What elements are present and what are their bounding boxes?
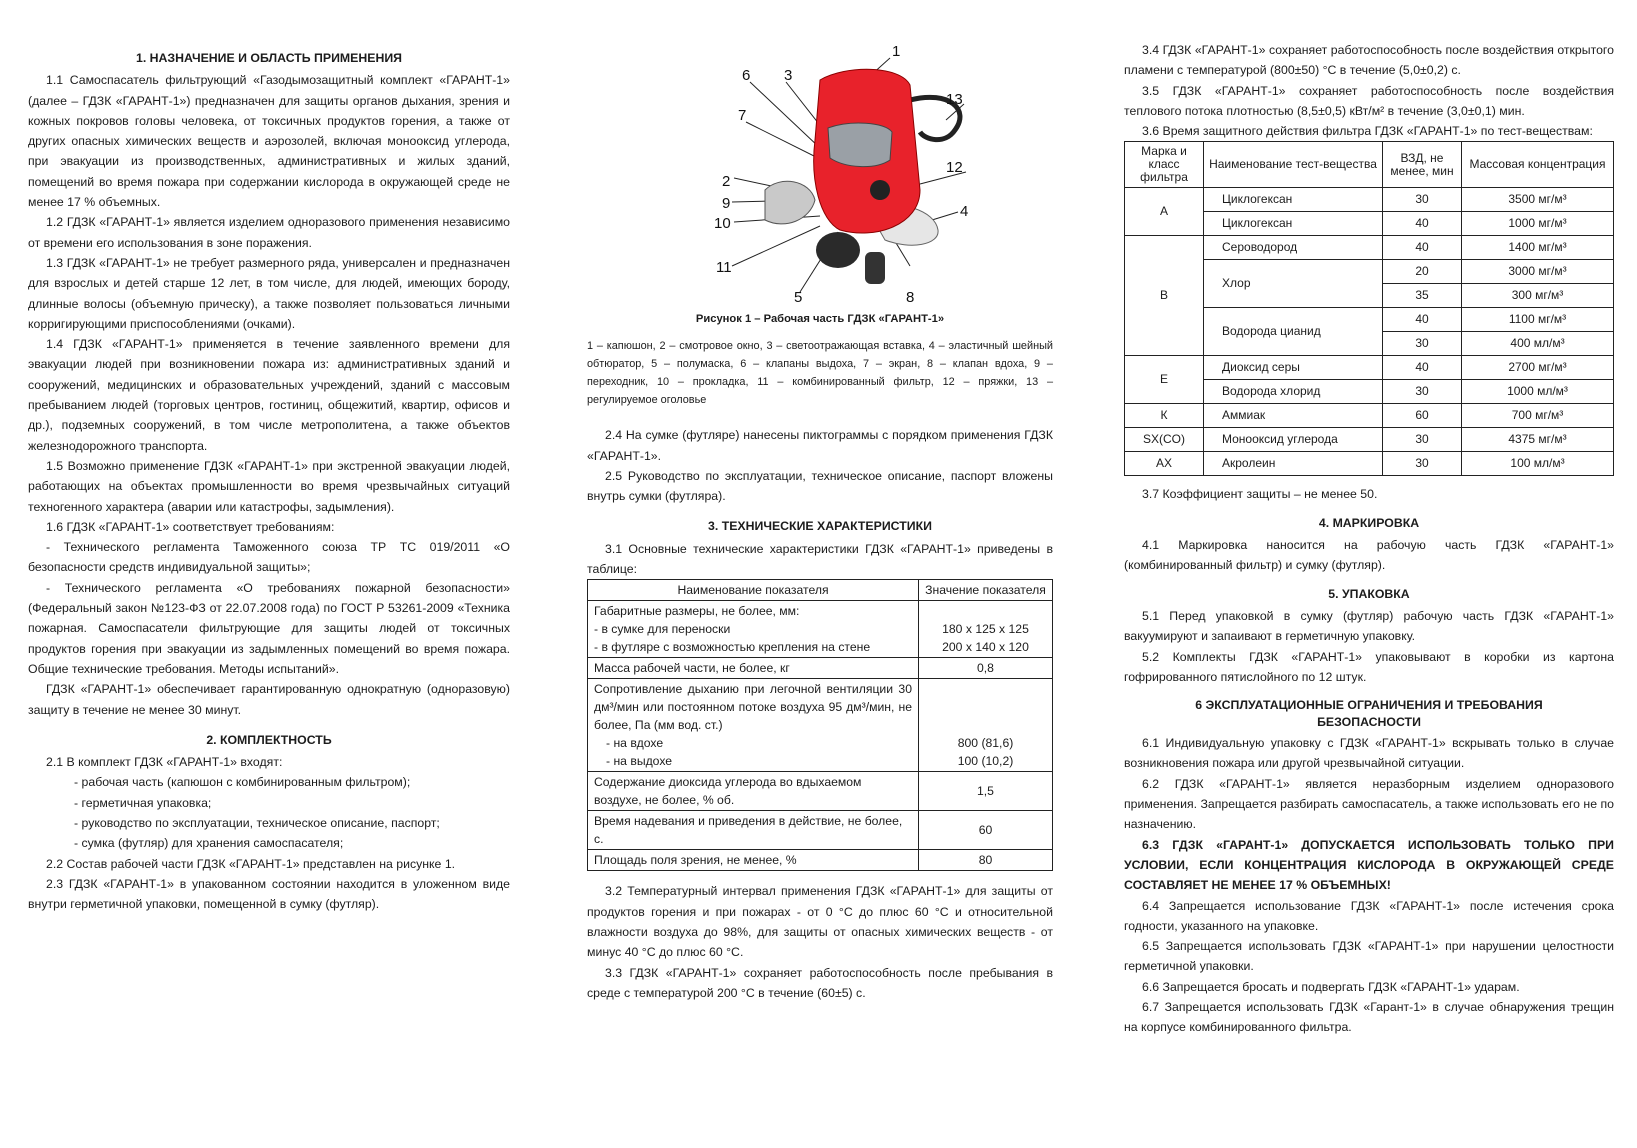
list-item: - сумка (футляр) для хранения самоспасателя; (74, 836, 344, 851)
table-cell-line: Содержание диоксида углерода во вдыхаемом воздухе, не более, % об. (594, 775, 862, 808)
time-cell: 40 (1383, 212, 1462, 236)
figure-label: 8 (906, 289, 915, 305)
paragraph-3-6: 3.6 Время защитного действия фильтра ГДЗК «ГАРАНТ-1» по тест-веществам: (1142, 124, 1593, 139)
section-heading-4: 4. МАРКИРОВКА (1318, 515, 1420, 530)
table-cell-name (588, 679, 919, 772)
paragraph-2-2: 2.2 Состав рабочей части ГДЗК «ГАРАНТ-1» представлен на рисунке 1. (46, 856, 456, 871)
figure-legend: 1 – капюшон, 2 – смотровое окно, 3 – светоотражающая вставка, 4 – эластичный шейный обтюратор, 5 – полумаска, 6 – клапаны выдоха, 7 – экран, 8 – клапан вдоха, 9 – переходник, 10 – прокладка, 11 – комбинированный фильтр, 12 – пряжки, 13 – регулируемое оголовье (587, 340, 1053, 407)
filter-mark-cell: К (1125, 404, 1204, 428)
table-cell-line: Время надевания и приведения в действие, не более, с. (594, 814, 903, 847)
paragraph-6-6: 6.6 Запрещается бросать и подвергать ГДЗК «ГАРАНТ-1» ударам. (1142, 979, 1520, 994)
table-row (588, 601, 1053, 658)
table-row (588, 772, 1053, 811)
table-cell-line: 800 (81,6) (957, 736, 1014, 751)
table-header: Наименование показателя (588, 580, 919, 601)
paragraph-1-2: 1.2 ГДЗК «ГАРАНТ-1» является изделием одноразового применения независимо от времени его использования в зоне поражения. (28, 215, 510, 250)
column-left (28, 40, 510, 914)
time-cell: 20 (1383, 260, 1462, 284)
concentration-cell: 400 мл/м³ (1462, 332, 1614, 356)
figure-label: 7 (738, 107, 747, 124)
section-heading-2: 2. КОМПЛЕКТНОСТЬ (206, 732, 332, 747)
filter-mark-cell: АХ (1125, 452, 1204, 476)
paragraph-6-2: 6.2 ГДЗК «ГАРАНТ-1» является неразборным изделием одноразового применения. Запрещается разбирать самоспасатель, а также использовать его не по назначению. (1124, 776, 1614, 832)
concentration-cell: 1000 мг/м³ (1462, 212, 1614, 236)
table-cell-line: 100 (10,2) (957, 754, 1014, 769)
time-cell: 40 (1383, 356, 1462, 380)
substance-cell: Водорода хлорид (1204, 380, 1383, 404)
substance-cell: Циклогексан (1204, 212, 1383, 236)
table-cell-name (588, 850, 919, 871)
paragraph-3-2: 3.2 Температурный интервал применения ГДЗК «ГАРАНТ-1» для защиты от продуктов горения и при пожарах - от 0 °С до плюс 60 °С и относительной влажности воздуха до 98%, для защиты от опасных химических веществ - от минус 40 °С до плюс 60 °С. (587, 884, 1053, 960)
paragraph-6-1: 6.1 Индивидуальную упаковку с ГДЗК «ГАРАНТ-1» вскрывать только в случае возникновения пожара или другой чрезвычайной ситуации. (1124, 736, 1614, 771)
paragraph-3-1: 3.1 Основные технические характеристики ГДЗК «ГАРАНТ-1» приведены в таблице: (587, 541, 1053, 577)
section-heading-3: 3. ТЕХНИЧЕСКИЕ ХАРАКТЕРИСТИКИ (708, 519, 932, 534)
time-cell: 40 (1383, 236, 1462, 260)
table-cell-line: 80 (978, 853, 993, 868)
figure-label: 2 (722, 173, 731, 190)
paragraph-2-1: 2.1 В комплект ГДЗК «ГАРАНТ-1» входят: (46, 755, 283, 770)
substance-cell: Диоксид серы (1204, 356, 1383, 380)
table-cell-line (925, 716, 1046, 734)
substance-cell: Аммиак (1204, 404, 1383, 428)
table-cell-name (588, 811, 919, 850)
concentration-cell: 2700 мг/м³ (1462, 356, 1614, 380)
concentration-cell: 700 мг/м³ (1462, 404, 1614, 428)
table-row (1125, 428, 1614, 452)
filter-mark-cell: SX(CO) (1125, 428, 1204, 452)
section-heading-5: 5. УПАКОВКА (1328, 586, 1410, 601)
table-cell-line: - в футляре с возможностью крепления на стене (594, 640, 871, 655)
filter-table (1124, 141, 1614, 476)
table-header: ВЗД, не менее, мин (1383, 142, 1462, 188)
time-cell: 30 (1383, 428, 1462, 452)
paragraph-1-3: 1.3 ГДЗК «ГАРАНТ-1» не требует размерного ряда, универсален и предназначен для взрослых и детей старше 12 лет, в том числе, для людей, имеющих бороду, длинные волосы (объемную прическу), а также позволяет пользоваться личными корригирующими приспособлениями (очками). (28, 255, 510, 331)
list-item: - руководство по эксплуатации, техническое описание, паспорт; (74, 815, 440, 830)
table-row (588, 658, 1053, 679)
substance-cell: Монооксид углерода (1204, 428, 1383, 452)
paragraph-6-5: 6.5 Запрещается использовать ГДЗК «ГАРАНТ-1» при нарушении целостности герметичной упаковки. (1124, 939, 1614, 974)
table-header: Наименование тест-вещества (1204, 142, 1383, 188)
list-item: - рабочая часть (капюшон с комбинированным фильтром); (74, 775, 411, 790)
figure-label: 3 (784, 67, 793, 84)
paragraph-1-4: 1.4 ГДЗК «ГАРАНТ-1» применяется в течение заявленного времени для эвакуации людей при возникновении пожара из: административных зданий и сооружений, медицинских и образовательных учреждений, зданий с массовым пребыванием людей (торговых центров, гостиниц, общежитий, квартир, офисов и др.), подземных сооружений, в том числе метрополитена, а также объектов железнодорожного транспорта. (28, 337, 510, 453)
table-row (1125, 356, 1614, 380)
table-cell-value (919, 679, 1053, 772)
table-cell-line: - в сумке для переноски (594, 622, 731, 637)
figure-label: 12 (946, 159, 963, 176)
figure-label: 4 (960, 203, 969, 220)
table-cell-line: 1,5 (977, 784, 994, 799)
table-cell-line: Габаритные размеры, не более, мм: (594, 604, 800, 619)
concentration-cell: 4375 мг/м³ (1462, 428, 1614, 452)
paragraph-4-1: 4.1 Маркировка наносится на рабочую часть ГДЗК «ГАРАНТ-1» (комбинированный фильтр) и сумку (футляр). (1124, 538, 1614, 573)
table-row (1125, 236, 1614, 260)
time-cell: 30 (1383, 452, 1462, 476)
paragraph-6-7: 6.7 Запрещается использовать ГДЗК «Гарант-1» в случае обнаружения трещин на корпусе комбинированного фильтра. (1124, 1000, 1614, 1035)
table-cell-name (588, 658, 919, 679)
figure-caption: Рисунок 1 – Рабочая часть ГДЗК «ГАРАНТ-1» (695, 313, 945, 325)
section-heading-6: 6 ЭКСПЛУАТАЦИОННЫЕ ОГРАНИЧЕНИЯ И ТРЕБОВАНИЯ БЕЗОПАСНОСТИ (1195, 698, 1543, 730)
paragraph-3-5: 3.5 ГДЗК «ГАРАНТ-1» сохраняет работоспособность после воздействия теплового потока плотностью (8,5±0,5) кВт/м² в течение (3,0±0,1) мин. (1124, 83, 1614, 118)
paragraph-6-4: 6.4 Запрещается использование ГДЗК «ГАРАНТ-1» после истечения срока годности, указанного на упаковке. (1124, 898, 1614, 933)
table-cell-line (925, 602, 1046, 620)
paragraph-5-2: 5.2 Комплекты ГДЗК «ГАРАНТ-1» упаковывают в коробки из картона гофрированного пятислойного по 12 штук. (1124, 649, 1614, 684)
column-right (1124, 40, 1614, 1038)
paragraph-3-4: 3.4 ГДЗК «ГАРАНТ-1» сохраняет работоспособность после воздействия открытого пламени с температурой (800±50) °С в течение (5,0±0,2) с. (1124, 43, 1614, 78)
time-cell: 30 (1383, 332, 1462, 356)
table-header: Марка и класс фильтра (1125, 142, 1204, 188)
table-row (588, 679, 1053, 772)
half-mask-shape (765, 181, 815, 224)
concentration-cell: 3500 мг/м³ (1462, 188, 1614, 212)
time-cell: 35 (1383, 284, 1462, 308)
time-cell: 30 (1383, 380, 1462, 404)
paragraph-1-1: 1.1 Самоспасатель фильтрующий «Газодымозащитный комплект «ГАРАНТ-1» (далее – ГДЗК «ГАРАНТ-1») предназначен для защиты органов дыхания, зрения и кожных покровов головы человека, от токсичных продуктов горения, а также от других опасных химических веществ и аэрозолей, включая монооксид углерода, при эвакуации из производственных, административных и жилых зданий, помещений во время пожара при содержании кислорода в окружающей среде не менее 17 % объемных. (28, 73, 510, 210)
paragraph-1-6: 1.6 ГДЗК «ГАРАНТ-1» соответствует требованиям: (46, 519, 335, 534)
table-cell-value (919, 850, 1053, 871)
filter-mark-cell: В (1125, 236, 1204, 356)
table-cell-line: Сопротивление дыханию при легочной вентиляции 30 дм³/мин или постоянном потоке воздуха 95 дм³/мин, не более, Па (мм вод. ст.) (594, 682, 912, 733)
table-cell-value (919, 772, 1053, 811)
table-cell-value (919, 601, 1053, 658)
time-cell: 40 (1383, 308, 1462, 332)
table-cell-name (588, 772, 919, 811)
table-cell-value (919, 658, 1053, 679)
figure-label: 13 (946, 91, 963, 108)
filter-shape (816, 232, 860, 268)
substance-cell: Сероводород (1204, 236, 1383, 260)
paragraph-2-4: 2.4 На сумке (футляре) нанесены пиктограммы с порядком применения ГДЗК «ГАРАНТ-1». (587, 428, 1053, 463)
paragraph-3-3: 3.3 ГДЗК «ГАРАНТ-1» сохраняет работоспособность после пребывания в среде с температурой 200 °С в течение (60±5) с. (587, 965, 1053, 1000)
substance-cell: Акролеин (1204, 452, 1383, 476)
table-row (1125, 452, 1614, 476)
filter-mark-cell: Е (1125, 356, 1204, 404)
figure-label: 1 (892, 43, 901, 60)
figure-label: 6 (742, 67, 751, 84)
table-cell-value (919, 811, 1053, 850)
column-middle (587, 40, 1053, 1003)
figure-label: 10 (714, 215, 731, 232)
substance-cell: Водорода цианид (1204, 308, 1383, 356)
table-cell-line: Площадь поля зрения, не менее, % (594, 853, 797, 868)
concentration-cell: 1100 мг/м³ (1462, 308, 1614, 332)
table-cell-line: - на выдохе (606, 754, 673, 769)
section-heading-1: 1. НАЗНАЧЕНИЕ И ОБЛАСТЬ ПРИМЕНЕНИЯ (136, 51, 402, 65)
concentration-cell: 1400 мг/м³ (1462, 236, 1614, 260)
table-header: Массовая концентрация (1462, 142, 1614, 188)
concentration-cell: 1000 мл/м³ (1462, 380, 1614, 404)
table-cell-line: 200 х 140 х 120 (942, 640, 1029, 655)
adapter-shape (865, 252, 885, 284)
paragraph-2-3: 2.3 ГДЗК «ГАРАНТ-1» в упакованном состоянии находится в уложенном виде внутри герметичной упаковки, помещенной в сумку (футляр). (28, 876, 510, 912)
table-cell-line: Масса рабочей части, не более, кг (594, 661, 790, 676)
paragraph-2-5: 2.5 Руководство по эксплуатации, техническое описание, паспорт вложены внутрь сумки (футляра). (587, 468, 1053, 504)
viewing-window-shape (828, 123, 892, 167)
tech-specs-table (587, 579, 1053, 871)
paragraph-1-7: ГДЗК «ГАРАНТ-1» обеспечивает гарантированную однократную (одноразовую) защиту в течение не менее 30 минут. (28, 682, 510, 717)
table-header: Значение показателя (919, 580, 1053, 601)
table-cell-name (588, 601, 919, 658)
concentration-cell: 3000 мг/м³ (1462, 260, 1614, 284)
table-cell-line: 0,8 (977, 661, 994, 676)
figure-label: 5 (794, 289, 803, 305)
list-item: - герметичная упаковка; (74, 795, 212, 810)
paragraph-3-7: 3.7 Коэффициент защиты – не менее 50. (1142, 487, 1378, 502)
hood-figure (670, 40, 970, 305)
filter-mark-cell: А (1125, 188, 1204, 236)
concentration-cell: 100 мл/м³ (1462, 452, 1614, 476)
table-cell-line: 180 х 125 х 125 (942, 622, 1029, 637)
paragraph-1-6b: - Технического регламента «О требованиях пожарной безопасности» (Федеральный закон №123-ФЗ от 22.07.2008 года) по ГОСТ Р 53261-2009 «Техника пожарная. Самоспасатели фильтрующие для защиты людей от токсичных продуктов горения при эвакуации из задымленных помещений во время пожара. Общие технические требования. Методы испытаний». (28, 580, 510, 676)
table-row (1125, 404, 1614, 428)
table-cell-line: 60 (978, 823, 993, 838)
paragraph-6-3: 6.3 ГДЗК «ГАРАНТ-1» ДОПУСКАЕТСЯ ИСПОЛЬЗОВАТЬ ТОЛЬКО ПРИ УСЛОВИИ, ЕСЛИ КОНЦЕНТРАЦИЯ КИСЛОРОДА В ОКРУЖАЮЩЕЙ СРЕДЕ СОСТАВЛЯЕТ НЕ МЕНЕЕ 17 % ОБЪЕМНЫХ! (1124, 837, 1614, 893)
table-row (588, 811, 1053, 850)
table-row (588, 850, 1053, 871)
figure-label: 11 (716, 259, 732, 276)
time-cell: 30 (1383, 188, 1462, 212)
paragraph-1-6a: - Технического регламента Таможенного союза ТР ТС 019/2011 «О безопасности средств индивидуальной защиты»; (28, 540, 510, 575)
figure-label: 9 (722, 195, 731, 212)
substance-cell: Хлор (1204, 260, 1383, 308)
time-cell: 60 (1383, 404, 1462, 428)
concentration-cell: 300 мг/м³ (1462, 284, 1614, 308)
paragraph-1-5: 1.5 Возможно применение ГДЗК «ГАРАНТ-1» при экстренной эвакуации людей, работающих на объектах промышленности во время чрезвычайных ситуаций техногенного характера (аварии или катастрофы, задымления). (28, 458, 510, 514)
table-cell-line: - на вдохе (606, 736, 664, 751)
substance-cell: Циклогексан (1204, 188, 1383, 212)
valve-shape (870, 180, 890, 200)
table-row (1125, 188, 1614, 212)
paragraph-5-1: 5.1 Перед упаковкой в сумку (футляр) рабочую часть ГДЗК «ГАРАНТ-1» вакуумируют и запаивают в герметичную упаковку. (1124, 608, 1614, 644)
